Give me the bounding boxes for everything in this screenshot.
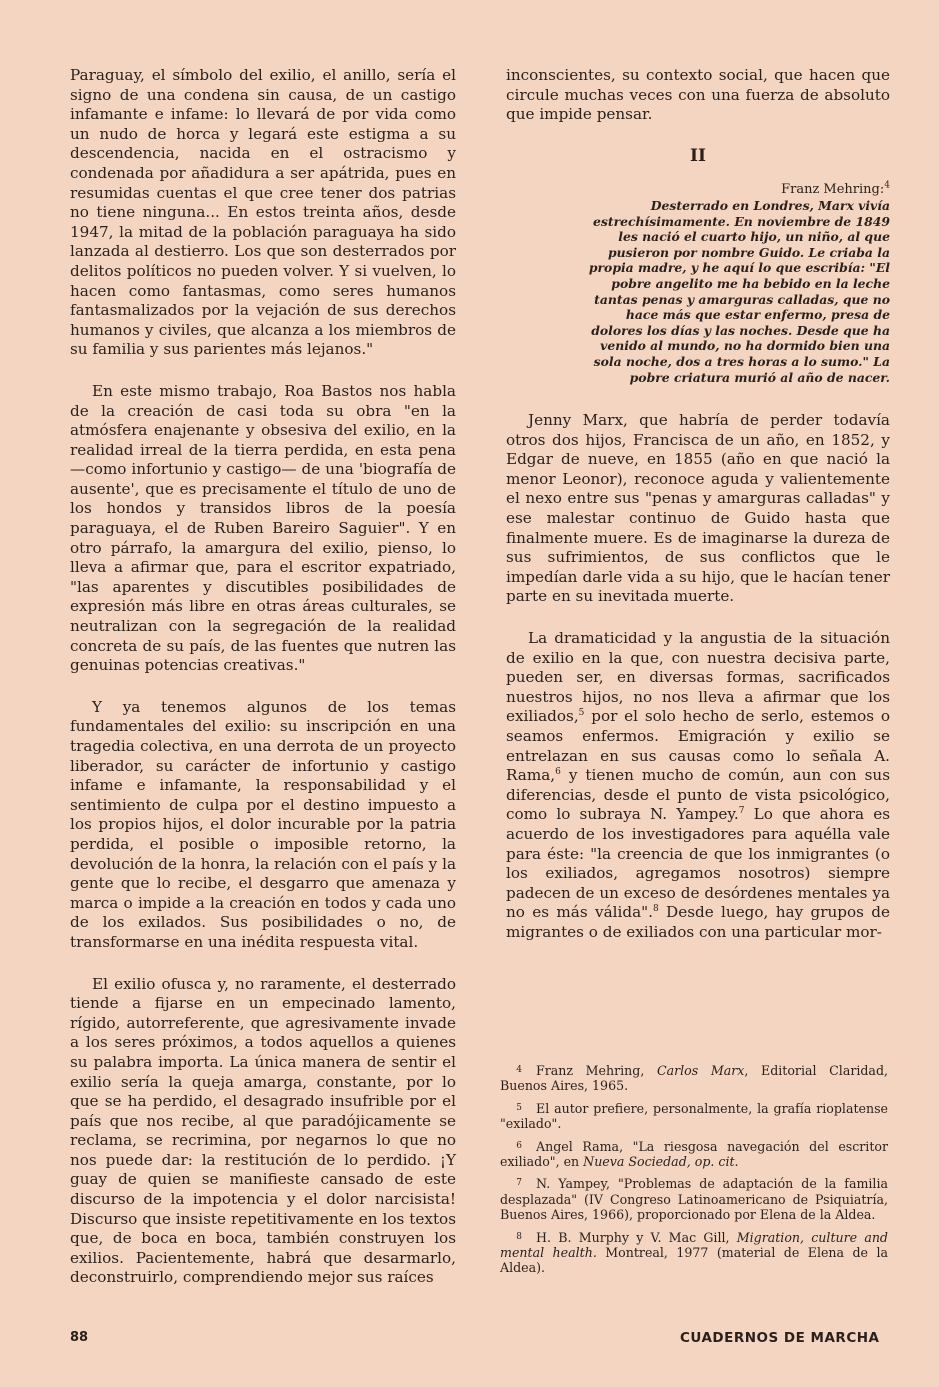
epigraph-author: Franz Mehring:$^4$ bbox=[781, 181, 890, 198]
footnote: 7 N. Yampey, "Problemas de adaptación de la familia desplazada" (IV Congreso Latinoamericano de Psiquiatría, Buenos Aires, 1966), proporcionado por Elena de la Aldea. bbox=[500, 1176, 888, 1223]
paragraph-left-4: El exilio ofusca y, no raramente, el desterrado tiende a fijarse en un empecinado lamento, rígido, autorreferente, que agresivamente invade a los seres próximos, a todos aquellos a quienes su palabra importa. La única manera de sentir el exilio sería la queja amarga, constante, por lo que se ha perdido, el desagrado insufrible por el país que nos recibe, al que paradójicamente se reclama, se recrimina, por negarnos lo que no nos puede dar: la restitución de lo perdido. ¡Y guay de quien se manifieste cansado de este discurso de la impotencia y el dolor narcisista! Discurso que insiste repetitivamente en los textos que, de boca en boca, también construyen los exilios. Pacientemente, habrá que desarmarlo, deconstruirlo, comprendiendo mejor sus raíces bbox=[70, 974, 456, 1287]
footnote: 4 Franz Mehring, Carlos Marx, Editorial Claridad, Buenos Aires, 1965. bbox=[500, 1063, 889, 1094]
right-column bbox=[506, 66, 890, 965]
paragraph-left-1: Paraguay, el símbolo del exilio, el anillo, sería el signo de una condena sin causa, de un castigo infamante e infame: lo llevará de por vida como un nudo de horca y legará este estigma a su descendencia, nacida en el ostracismo y condenada por añadidura a ser apátrida, pues en resumidas cuentas el que cree tener dos patrias no tiene ninguna... En estos treinta años, desde 1947, la mitad de la población paraguaya ha sido lanzada al destierro. Los que son desterrados por delitos políticos no pueden volver. Y si vuelven, lo hacen como fantasmas, como seres humanos fantasmalizados por la vejación de sus derechos humanos y civiles, que alcanza a los miembros de su familia y sus parientes más lejanos." bbox=[70, 66, 456, 359]
page-number: 88 bbox=[70, 1330, 89, 1345]
paragraph-right-2: La dramaticidad y la angustia de la situación de exilio en la que, con nuestra decisiva parte, pueden ser, en diversas formas, sacrificados nuestros hijos, no nos lleva a afirmar que los exiliados,$^5$ por el solo hecho de serlo, estemos o seamos enfermos. Emigración y exilio se entrelazan en sus causas como lo señala A. Rama,$^6$ y tienen mucho de común, aun con sus diferencias, desde el punto de vista psicológico, como lo subraya N. Yampey.$^7$ Lo que ahora es acuerdo de los investigadores para aquélla vale para éste: "la creencia de que los inmigrantes (o los exiliados, agregamos nosotros) siempre padecen de un exceso de desórdenes mentales ya no es más válida".$^8$ Desde luego, hay grupos de migrantes o de exiliados con una particular mor- bbox=[506, 629, 890, 941]
paragraph-right-1: Jenny Marx, que habría de perder todavía otros dos hijos, Francisca de un año, en 1852, y Edgar de nueve, en 1855 (año en que nació la menor Leonor), reconoce aguda y valientemente el nexo entre sus "penas y amarguras calladas" y ese malestar continuo de Guido hasta que finalmente muere. Es de imaginarse la dureza de sus sufrimientos, de sus conflictos que le impedían darle vida a su hijo, que le hacían tener parte en su inevitada muerte. bbox=[506, 411, 890, 606]
footnote-ref-4: 4 bbox=[884, 181, 890, 192]
left-column bbox=[70, 66, 456, 1310]
epigraph bbox=[576, 182, 890, 385]
footnote-ref-5: 5 bbox=[578, 708, 585, 719]
footnotes bbox=[500, 1063, 888, 1283]
footnote: 8 H. B. Murphy y V. Mac Gill, Migration, culture and mental health. Montreal, 1977 (material de Elena de la Aldea). bbox=[500, 1229, 888, 1276]
section-number: II bbox=[690, 145, 706, 166]
footnote: 6 Angel Rama, "La riesgosa navegación del escritor exiliado", en Nueva Sociedad, op. cit. bbox=[500, 1138, 888, 1170]
paragraph-right-0: inconscientes, su contexto social, que hacen que circule muchas veces con una fuerza de absoluto que impide pensar. bbox=[506, 66, 890, 124]
paragraph-left-3: Y ya tenemos algunos de los temas fundamentales del exilio: su inscripción en una tragedia colectiva, en una derrota de un proyecto liberador, su carácter de infortunio y castigo infame e infamante, la responsabilidad y el sentimiento de culpa por el destino impuesto a los propios hijos, el dolor incurable por la patria perdida, el posible o imposible retorno, la devolución de la honra, la relación con el país y la gente que lo recibe, el desgarro que amenaza y marca o impide a la creación en todos y cada uno de los exilados. Sus posibilidades o no, de transformarse en una inédita respuesta vital. bbox=[70, 697, 456, 951]
footnote-ref-6: 6 bbox=[555, 767, 561, 778]
running-head: CUADERNOS DE MARCHA bbox=[680, 1330, 880, 1346]
footnote-ref-7: 7 bbox=[738, 806, 745, 817]
footnote-ref-8: 8 bbox=[652, 904, 659, 915]
footnote: 5 El autor prefiere, personalmente, la grafía rioplatense "exilado". bbox=[500, 1100, 888, 1132]
epigraph-quote: Desterrado en Londres, Marx vivía estrechísimamente. En noviembre de 1849 les nació el cuarto hijo, un niño, al que pusieron por nombre Guido. Le criaba la propia madre, y he aquí lo que escribía: "El pobre angelito me ha bebido en la leche tantas penas y amarguras calladas, que no hace más que estar enfermo, presa de dolores los días y las noches. Desde que ha venido al mundo, no ha dormido bien una sola noche, dos a tres horas a lo sumo." La pobre criatura murió al año de nacer. bbox=[588, 197, 890, 385]
paragraph-left-2: En este mismo trabajo, Roa Bastos nos habla de la creación de casi toda su obra "en la atmósfera enajenante y obsesiva del exilio, en la realidad irreal de la tierra perdida, en esta pena —como infortunio y castigo— de una 'biografía de ausente', que es precisamente el título de uno de los hondos y transidos libros de la poesía paraguaya, el de Ruben Bareiro Saguier". Y en otro párrafo, la amargura del exilio, pienso, lo lleva a afirmar que, para el escritor expatriado, "las aparentes y discutibles posibilidades de expresión más libre en otras áreas culturales, se neutralizan con la segregación de la realidad concreta de su país, de las fuentes que nutren las genuinas potencias creativas." bbox=[70, 381, 456, 675]
